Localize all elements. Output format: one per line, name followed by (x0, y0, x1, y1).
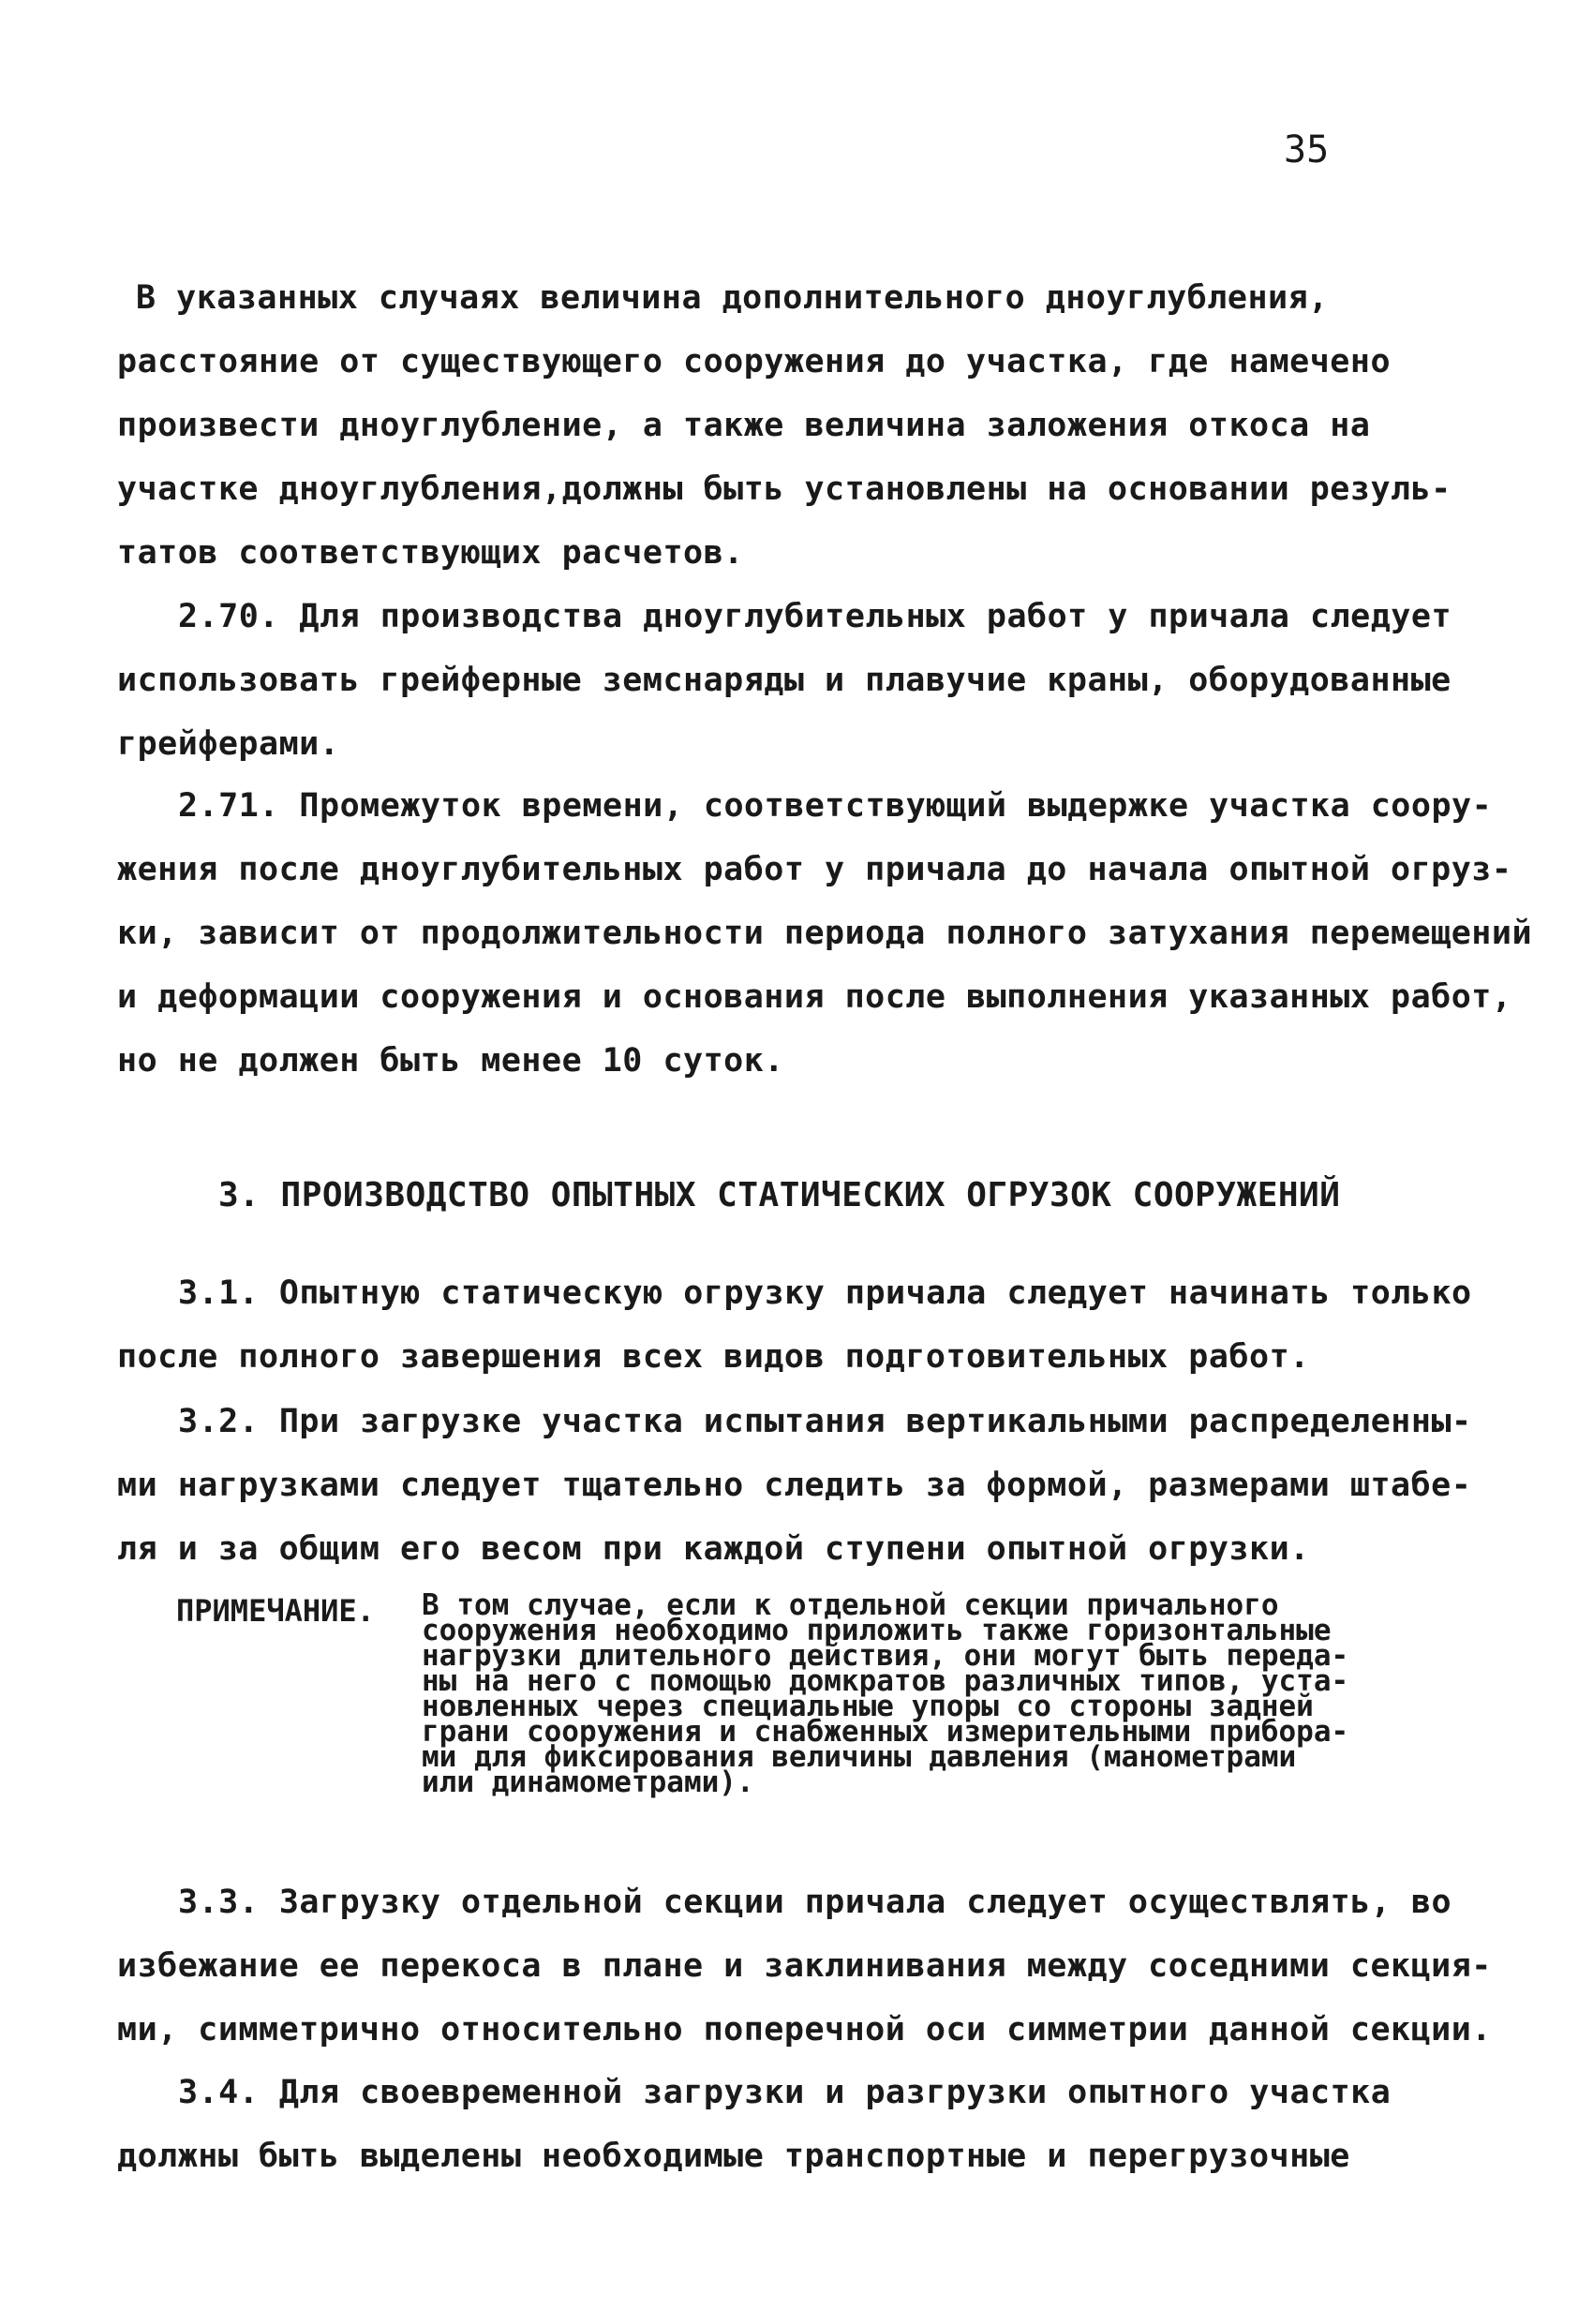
text-line: татов соответствующих расчетов. (117, 534, 744, 572)
text-line: ми, симметрично относительно поперечной оси симметрии данной секции. (117, 2011, 1492, 2048)
text-line: В указанных случаях величина дополнительного дноуглубления, (136, 279, 1329, 317)
section-heading: 3. ПРОИЗВОДСТВО ОПЫТНЫХ СТАТИЧЕСКИХ ОГРУЗОК СООРУЖЕНИЙ (218, 1176, 1341, 1214)
text-line: расстояние от существующего сооружения до участка, где намечено (117, 343, 1392, 380)
text-line: грейферами. (117, 725, 340, 763)
note-line: В том случае, если к отдельной секции причального (422, 1588, 1279, 1622)
text-line: 3.4. Для своевременной загрузки и разгрузки опытного участка (178, 2074, 1392, 2111)
text-line: избежание ее перекоса в плане и заклинивания между соседними секция- (117, 1947, 1492, 1985)
text-line: ми нагрузками следует тщательно следить за формой, размерами штабе- (117, 1467, 1472, 1504)
note-line: новленных через специальные упоры со стороны задней (422, 1690, 1314, 1723)
text-line: но не должен быть менее 10 суток. (117, 1042, 784, 1080)
text-line: 3.2. При загрузке участка испытания вертикальными распределенны- (178, 1403, 1472, 1440)
text-line: использовать грейферные земснаряды и плавучие краны, оборудованные (117, 662, 1452, 699)
text-line: 2.71. Промежуток времени, соответствующий выдержке участка соору- (178, 787, 1493, 825)
text-line: должны быть выделены необходимые транспортные и перегрузочные (117, 2138, 1350, 2175)
text-line: участке дноуглубления,должны быть установлены на основании резуль- (117, 470, 1452, 508)
text-line: ки, зависит от продолжительности периода полного затухания перемещений (117, 915, 1533, 952)
text-line: ля и за общим его весом при каждой ступени опытной огрузки. (117, 1530, 1310, 1568)
note-line: или динамометрами). (422, 1765, 754, 1799)
note-line: сооружения необходимо приложить также горизонтальные (422, 1614, 1332, 1647)
page-number: 35 (1284, 128, 1330, 171)
text-line: и деформации сооружения и основания после выполнения указанных работ, (117, 978, 1512, 1016)
text-line: произвести дноуглубление, а также величина заложения откоса на (117, 407, 1371, 444)
note-label: ПРИМЕЧАНИЕ. (176, 1593, 375, 1629)
text-line: после полного завершения всех видов подготовительных работ. (117, 1338, 1310, 1376)
note-line: ны на него с помощью домкратов различных типов, уста- (422, 1664, 1349, 1698)
note-line: ми для фиксирования величины давления (манометрами (422, 1740, 1297, 1774)
note-line: нагрузки длительного действия, они могут быть переда- (422, 1639, 1349, 1673)
text-line: 3.3. Загрузку отдельной секции причала следует осуществлять, во (178, 1884, 1452, 1921)
note-body (422, 1588, 1349, 1799)
text-line: 3.1. Опытную статическую огрузку причала следует начинать только (178, 1274, 1472, 1312)
note-line: грани сооружения и снабженных измерительными прибора- (422, 1715, 1349, 1749)
text-line: жения после дноуглубительных работ у причала до начала опытной огруз- (117, 851, 1512, 888)
text-line: 2.70. Для производства дноуглубительных работ у причала следует (178, 598, 1452, 635)
